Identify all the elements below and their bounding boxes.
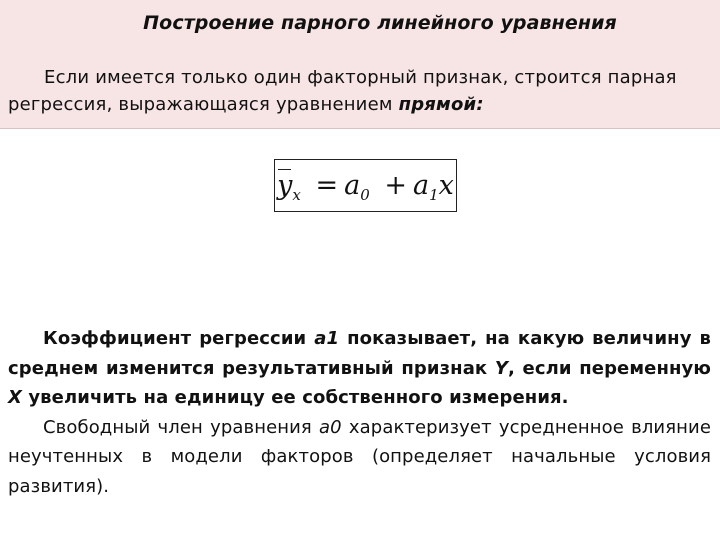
intercept-paragraph — [8, 413, 711, 502]
p1-var-x: X — [8, 387, 22, 408]
p1-coef-a1: а1 — [314, 328, 340, 349]
formula-a0: a — [344, 170, 361, 201]
p1-text-4: увеличить на единицу ее собственного измерения. — [21, 387, 569, 408]
p1-text-1: Коэффициент регрессии — [43, 328, 315, 349]
intro-text: Если имеется только один факторный признак, строится парная регрессия, выражающаяся уравнением — [8, 67, 677, 115]
regression-formula — [274, 159, 457, 212]
intro-paragraph — [8, 64, 716, 118]
p1-text-3: , если переменную — [508, 357, 711, 379]
formula-x: x — [438, 170, 454, 201]
p2-coef-a0: а0 — [319, 416, 342, 438]
slide-title: Построение парного линейного уравнения — [143, 12, 617, 34]
formula-plus: + — [384, 170, 407, 201]
formula-y-bar: y — [277, 160, 292, 211]
intro-emphasis: прямой: — [398, 94, 484, 115]
p2-text-1: Свободный член уравнения — [43, 416, 320, 438]
p1-var-y: Y — [494, 357, 508, 379]
explanation-block — [8, 324, 711, 501]
formula-equals: = — [315, 170, 339, 201]
formula-a1: a — [412, 170, 430, 201]
coefficient-paragraph — [8, 324, 711, 413]
p2-text-2: характеризует усредненное влияние неучтенных в модели факторов (определяет начальные условия развития). — [8, 416, 711, 497]
formula-y-subscript: x — [292, 186, 301, 204]
formula-a1-subscript: 1 — [429, 186, 439, 204]
formula-a0-subscript: 0 — [360, 186, 370, 204]
p1-text-2: показывает, на какую величину в среднем изменится результативный признак — [8, 328, 711, 379]
